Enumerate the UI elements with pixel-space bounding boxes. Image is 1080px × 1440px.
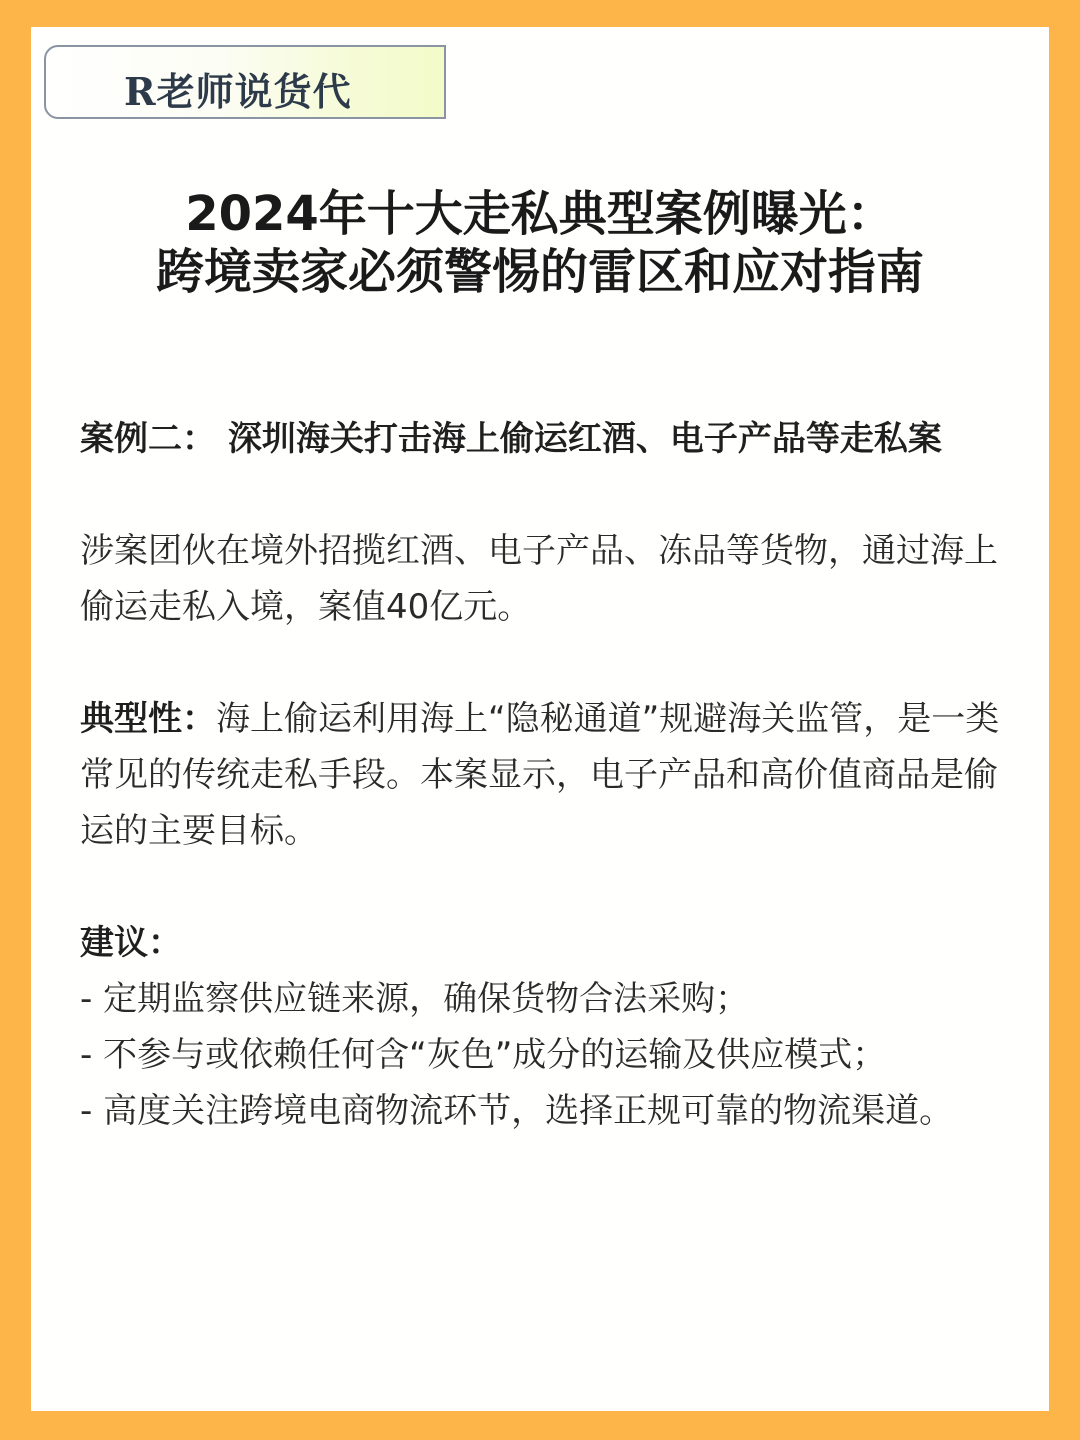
typicality-text: 海上偷运利用海上“隐秘通道”规避海关监管，是一类常见的传统走私手段。本案显示，电子产品和高价值商品是偷运的主要目标。 [80,699,1000,851]
title-line-1: 2024年十大走私典型案例曝光： [185,186,895,242]
spacer [80,467,1005,523]
advice-label: 建议： [80,923,182,963]
spacer [80,635,1005,691]
brand-tag [44,45,446,119]
advice-item: - 不参与或依赖任何含“灰色”成分的运输及供应模式； [80,1035,887,1075]
content-card [31,27,1049,1411]
title-line-2: 跨境卖家必须警惕的雷区和应对指南 [155,244,924,300]
spacer [80,859,1005,915]
article-body [80,411,1005,1139]
page-title [31,185,1049,301]
advice-item: - 高度关注跨境电商物流环节，选择正规可靠的物流渠道。 [80,1091,954,1131]
brand-name: R老师说货代 [124,69,352,114]
case-summary: 涉案团伙在境外招揽红酒、电子产品、冻品等货物，通过海上偷运走私入境，案值40亿元。 [80,531,998,627]
case-heading: 案例二： 深圳海关打击海上偷运红酒、电子产品等走私案 [80,419,942,459]
typicality-label: 典型性： [80,699,216,739]
advice-item: - 定期监察供应链来源，确保货物合法采购； [80,979,750,1019]
typicality-paragraph [80,691,1005,859]
